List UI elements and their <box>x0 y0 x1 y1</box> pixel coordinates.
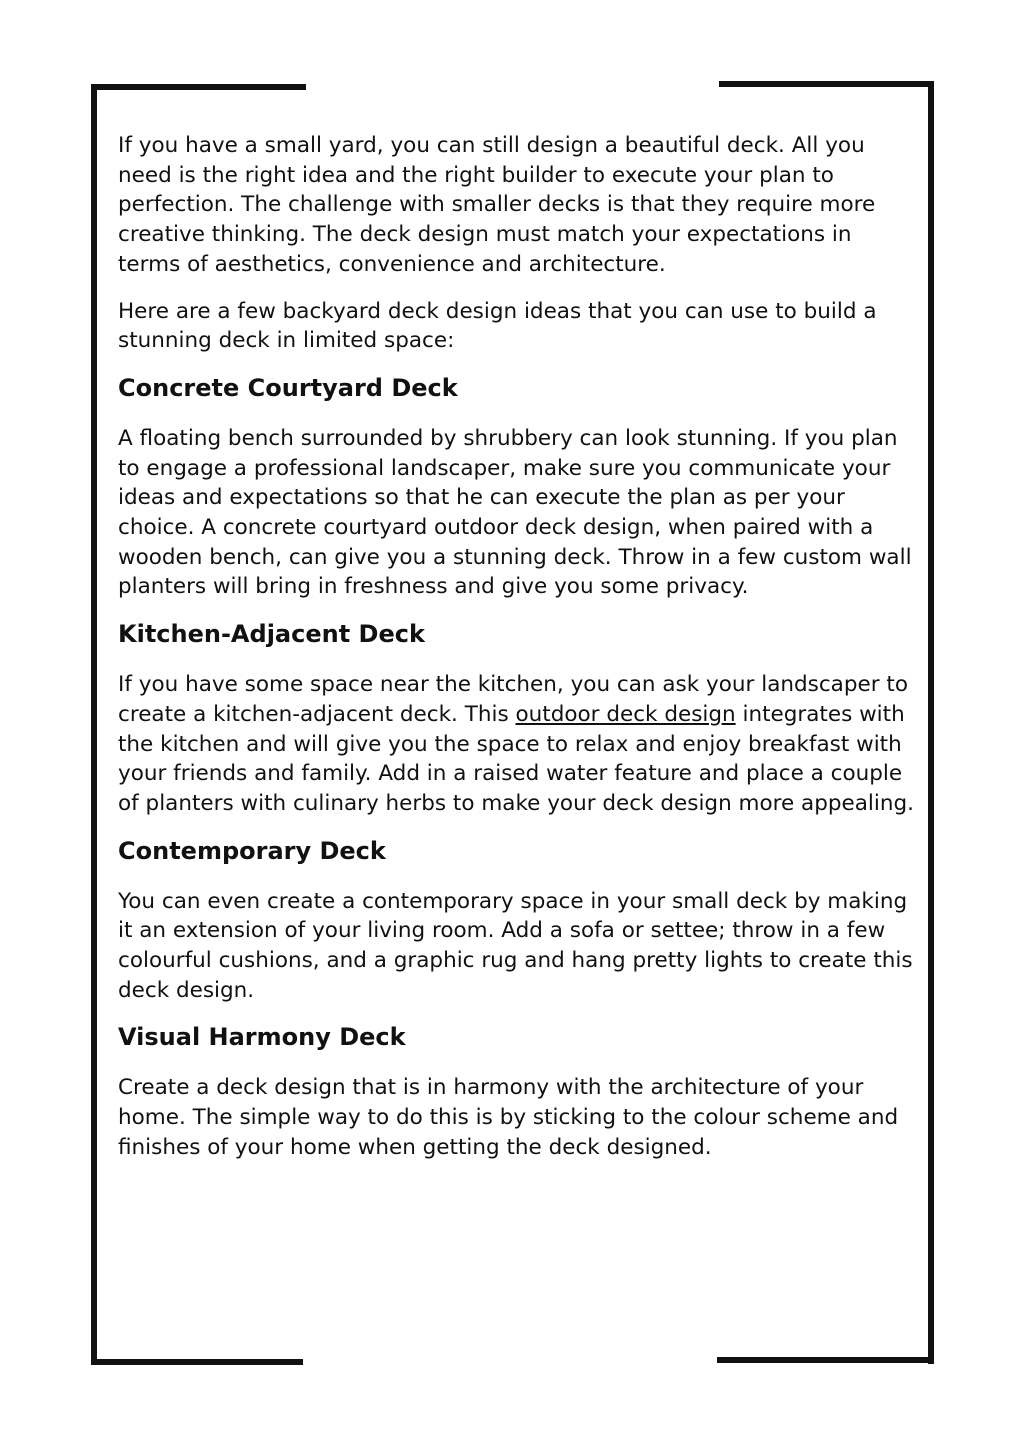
outdoor-deck-design-link[interactable]: outdoor deck design <box>515 701 736 727</box>
concrete-courtyard-paragraph: A floating bench surrounded by shrubbery can look stunning. If you plan to engage a professional landscaper, make sure you communicate your ideas and expectations so that he can execute the plan as per your choice. A concrete courtyard outdoor deck design, when paired with a wooden bench, can give you a stunning deck. Throw in a few custom wall planters will bring in freshness and give you some privacy. <box>118 425 912 600</box>
heading-kitchen-adjacent-deck: Kitchen-Adjacent Deck <box>118 620 425 649</box>
frame-right-line <box>928 81 934 1364</box>
heading-visual-harmony-deck: Visual Harmony Deck <box>118 1023 406 1052</box>
kitchen-text-after-link: integrates with the kitchen and will give you the space to relax and enjoy breakfast with your friends and family. Add in a raised water feature and place a couple of planters with culinary herbs to make your deck design more appealing. <box>118 701 914 816</box>
heading-concrete-courtyard-deck: Concrete Courtyard Deck <box>118 373 458 402</box>
frame-top-right-line <box>719 81 934 87</box>
frame-bottom-right-line <box>717 1357 934 1363</box>
kitchen-text-before-link: If you have some space near the kitchen, you can ask your landscaper to create a kitchen-adjacent deck. This <box>118 672 908 727</box>
frame-left-line <box>91 84 97 1365</box>
intro-paragraph-2: Here are a few backyard deck design ideas that you can use to build a stunning deck in limited space: <box>118 298 877 354</box>
heading-contemporary-deck: Contemporary Deck <box>118 836 386 865</box>
visual-harmony-paragraph: Create a deck design that is in harmony with the architecture of your home. The simple way to do this is by sticking to the colour scheme and finishes of your home when getting the deck designed. <box>118 1075 899 1160</box>
frame-bottom-left-line <box>91 1359 303 1365</box>
document-content <box>118 131 918 1180</box>
contemporary-paragraph: You can even create a contemporary space in your small deck by making it an extension of your living room. Add a sofa or settee; throw in a few colourful cushions, and a graphic rug and hang pretty lights to create this deck design. <box>118 888 913 1003</box>
intro-paragraph-1: If you have a small yard, you can still design a beautiful deck. All you need is the right idea and the right builder to execute your plan to perfection. The challenge with smaller decks is that they require more creative thinking. The deck design must match your expectations in terms of aesthetics, convenience and architecture. <box>118 133 876 277</box>
kitchen-adjacent-paragraph <box>118 670 918 819</box>
frame-top-left-line <box>91 84 306 90</box>
